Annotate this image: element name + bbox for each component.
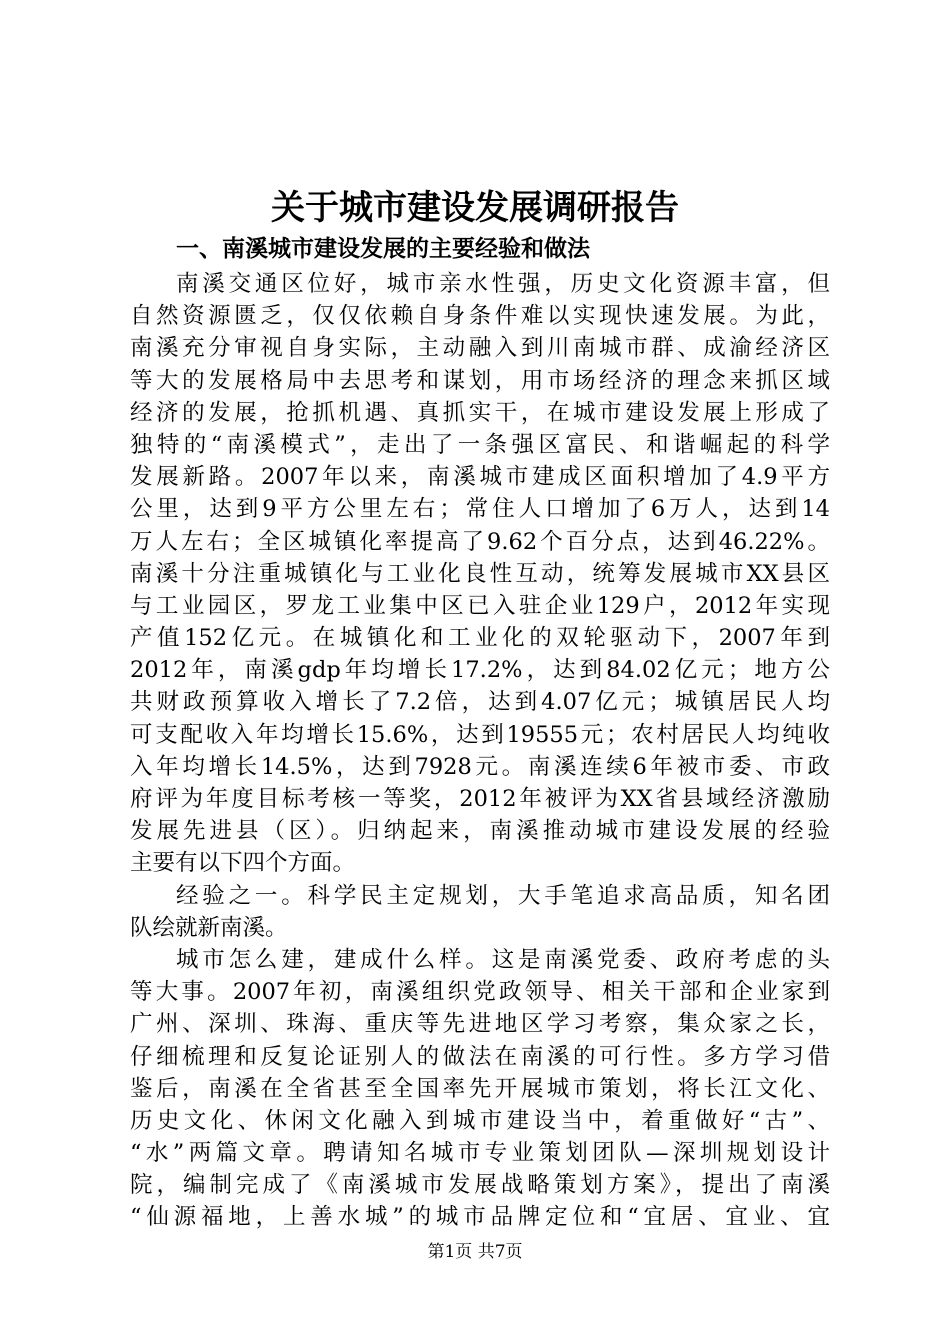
paragraph-line: 主要有以下四个方面。 [130, 850, 356, 877]
body-text [130, 268, 830, 1234]
paragraph-line: 南溪十分注重城镇化与工业化良性互动，统筹发展城市XX县区 [130, 560, 830, 587]
page-title: 关于城市建设发展调研报告 [271, 188, 679, 228]
paragraph-line: 2012年，南溪gdp年均增长17.2%，达到84.02亿元；地方公 [130, 657, 830, 684]
paragraph-line: 经验之一。科学民主定规划，大手笔追求高品质，知名团 [176, 882, 830, 909]
paragraph-line: “仙源福地，上善水城”的城市品牌定位和“宜居、宜业、宜 [130, 1204, 830, 1231]
paragraph-line: 南溪交通区位好，城市亲水性强，历史文化资源丰富，但 [176, 271, 830, 297]
paragraph-line: 等大的发展格局中去思考和谋划，用市场经济的理念来抓区域 [130, 367, 830, 394]
paragraph-line: 城市怎么建，建成什么样。这是南溪党委、政府考虑的头 [176, 946, 830, 973]
paragraph-line: 队绘就新南溪。 [130, 914, 288, 941]
paragraph-line: 入年均增长14.5%，达到7928元。南溪连续6年被市委、市政 [130, 753, 830, 780]
paragraph-line: 府评为年度目标考核一等奖，2012年被评为XX省县域经济激励 [130, 786, 830, 812]
paragraph-line: 鉴后，南溪在全省甚至全国率先开展城市策划，将长江文化、 [130, 1075, 830, 1102]
paragraph-line: 经济的发展，抢抓机遇、真抓实干，在城市建设发展上形成了 [130, 399, 830, 426]
paragraph-line: 发展新路。2007年以来，南溪城市建成区面积增加了4.9平方 [130, 464, 830, 491]
paragraph-line: 独特的“南溪模式”，走出了一条强区富民、和谐崛起的科学 [130, 431, 830, 458]
paragraph-line: 产值152亿元。在城镇化和工业化的双轮驱动下，2007年到 [130, 625, 830, 652]
paragraph-line: “水”两篇文章。聘请知名城市专业策划团队—深圳规划设计 [130, 1140, 830, 1167]
paragraph-line: 公里，达到9平方公里左右；常住人口增加了6万人，达到14 [130, 496, 830, 523]
paragraph-line: 院，编制完成了《南溪城市发展战略策划方案》，提出了南溪 [130, 1172, 830, 1199]
paragraph-line: 可支配收入年均增长15.6%，达到19555元；农村居民人均纯收 [130, 721, 830, 748]
paragraph-line: 广州、深圳、珠海、重庆等先进地区学习考察，集众家之长， [130, 1011, 830, 1038]
paragraph-line: 仔细梳理和反复论证别人的做法在南溪的可行性。多方学习借 [130, 1043, 830, 1070]
page-footer: 第1页 共7页 [427, 1242, 523, 1262]
paragraph-line: 南溪充分审视自身实际，主动融入到川南城市群、成渝经济区 [130, 335, 830, 362]
paragraph-line: 自然资源匮乏，仅仅依赖自身条件难以实现快速发展。为此， [130, 303, 830, 330]
section-heading: 一、南溪城市建设发展的主要经验和做法 [176, 236, 590, 262]
paragraph-line: 历史文化、休闲文化融入到城市建设当中，着重做好“古”、 [130, 1107, 830, 1134]
paragraph-line: 共财政预算收入增长了7.2倍，达到4.07亿元；城镇居民人均 [130, 689, 830, 716]
paragraph-line: 等大事。2007年初，南溪组织党政领导、相关干部和企业家到 [130, 979, 830, 1006]
paragraph-line: 发展先进县（区）。归纳起来，南溪推动城市建设发展的经验 [130, 818, 830, 845]
paragraph-line: 万人左右；全区城镇化率提高了9.62个百分点，达到46.22%。 [130, 528, 830, 555]
paragraph-line: 与工业园区，罗龙工业集中区已入驻企业129户，2012年实现 [130, 592, 830, 619]
